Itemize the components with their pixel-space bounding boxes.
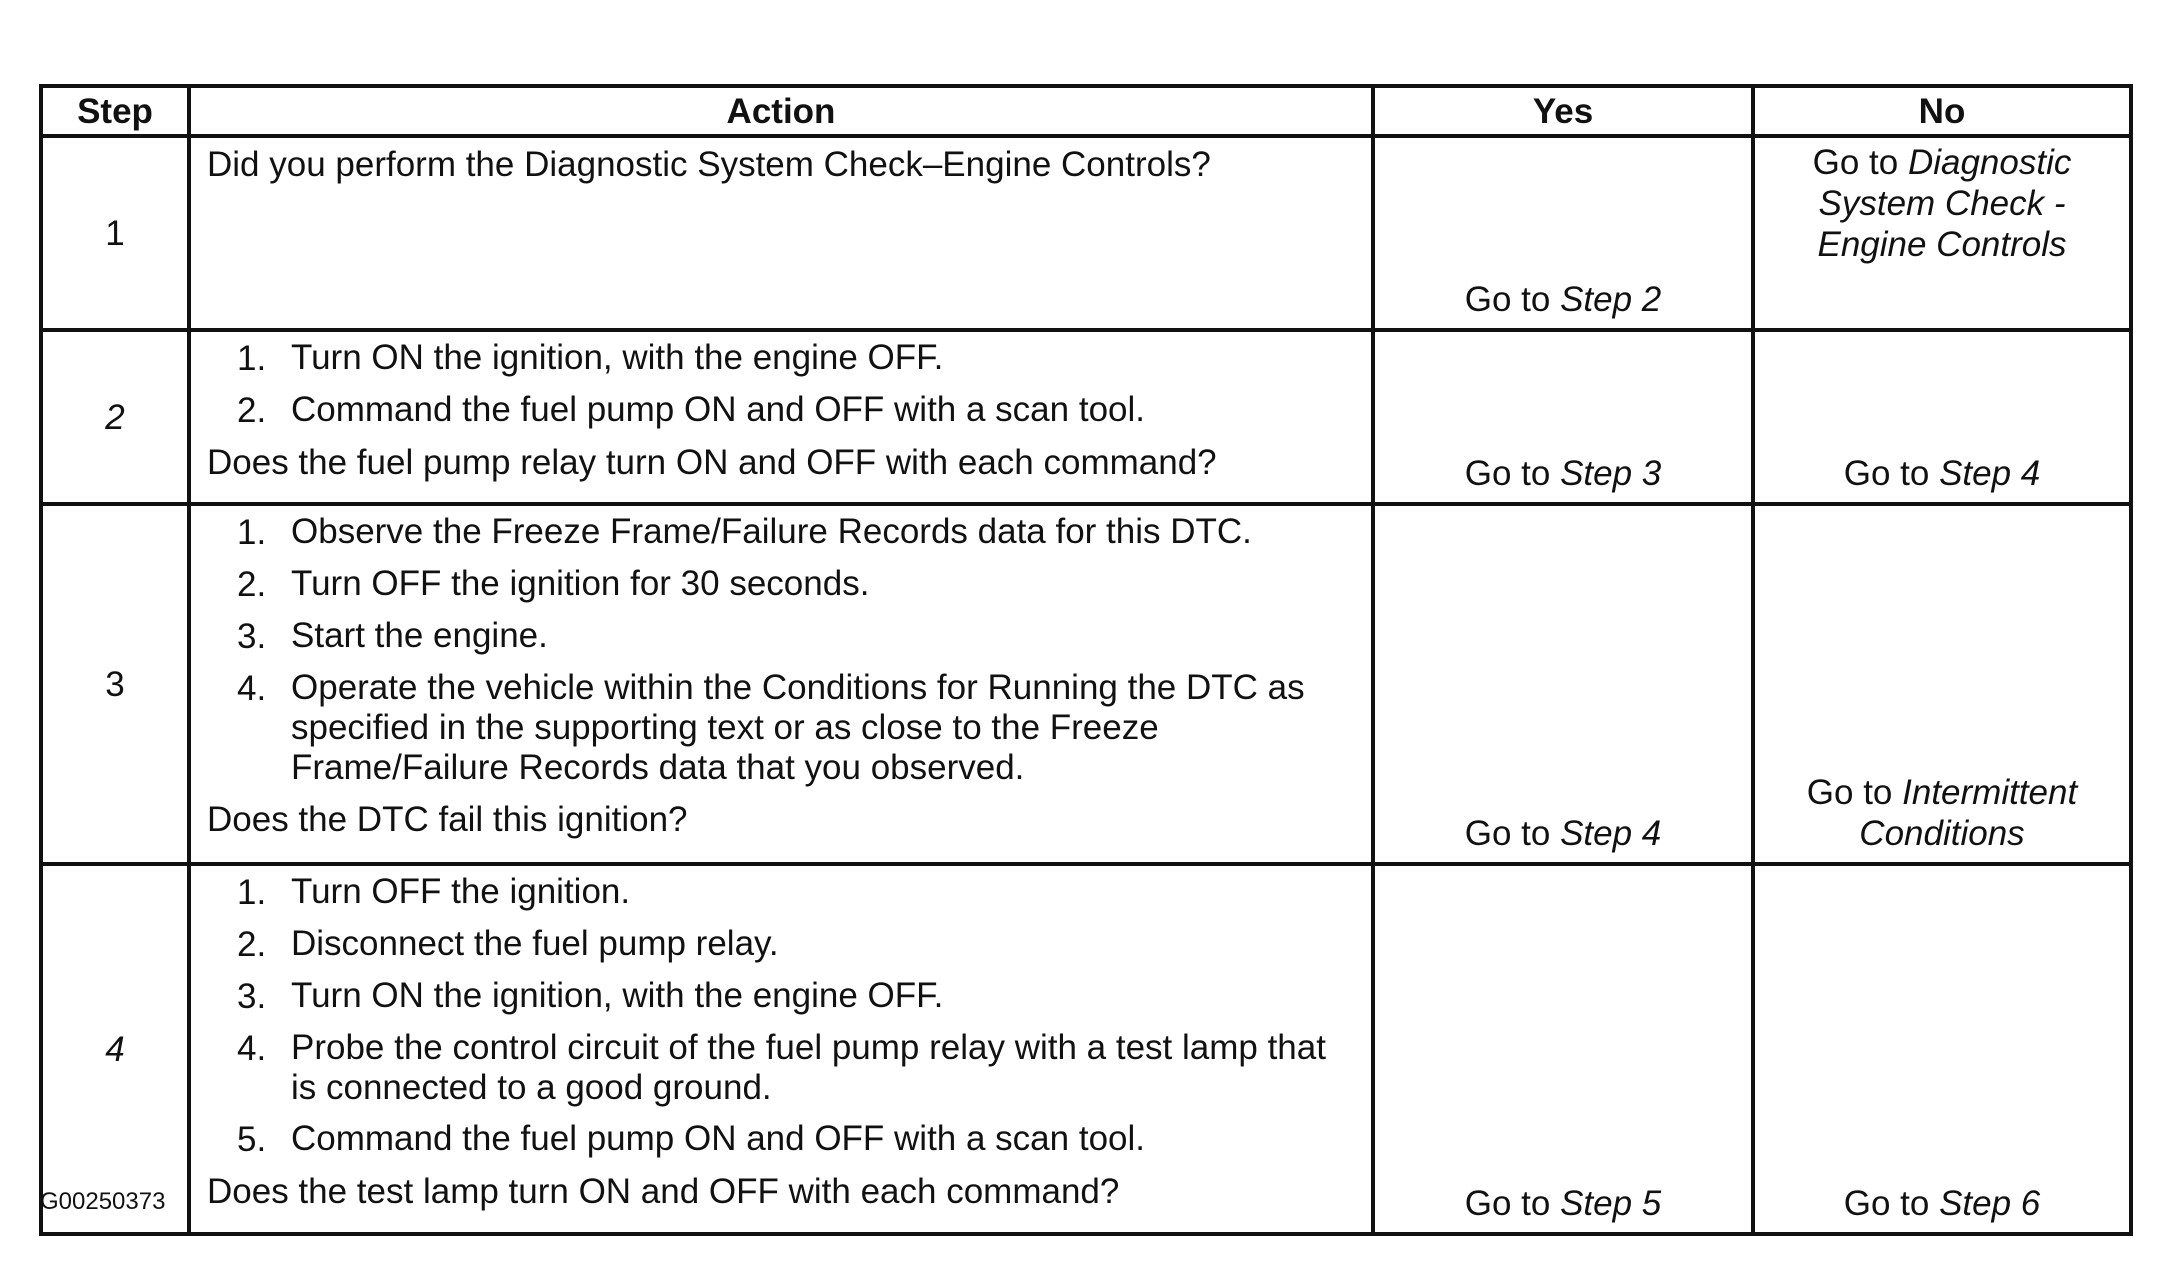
no-prefix: Go to: [1806, 773, 1893, 812]
item-text: Command the fuel pump ON and OFF with a scan tool.: [291, 390, 1145, 429]
item-text: Command the fuel pump ON and OFF with a scan tool.: [291, 1119, 1145, 1158]
yes-prefix: Go to: [1464, 1184, 1551, 1223]
item-number: 1.: [237, 513, 267, 552]
header-step: Step: [41, 86, 189, 136]
table-row: [41, 504, 2131, 864]
item-text: Turn ON the ignition, with the engine OFF.: [291, 976, 944, 1015]
header-yes: Yes: [1373, 86, 1753, 136]
action-question: Does the test lamp turn ON and OFF with each command?: [207, 1172, 1120, 1211]
list-item: [237, 616, 1355, 657]
action-question: Does the DTC fail this ignition?: [207, 800, 688, 839]
no-ref-link-part1[interactable]: Diagnostic: [1907, 143, 2072, 182]
yes-step-link[interactable]: Step 3: [1560, 454, 1662, 493]
step-number: 3: [41, 504, 189, 864]
no-ref-link-part1[interactable]: Intermittent: [1902, 773, 2078, 812]
step-number: 4: [41, 864, 189, 1234]
item-text: Turn ON the ignition, with the engine OFF.: [291, 338, 944, 377]
action-cell: [189, 504, 1373, 864]
item-text: Turn OFF the ignition.: [291, 872, 631, 911]
action-list: [207, 338, 1355, 431]
no-cell: [1753, 864, 2131, 1234]
no-prefix: Go to: [1843, 454, 1930, 493]
action-cell: [189, 864, 1373, 1234]
yes-step-link[interactable]: Step 2: [1560, 280, 1662, 319]
table-row: [41, 330, 2131, 504]
no-ref-link-part2[interactable]: System Check -: [1818, 184, 2066, 223]
figure-id: G00250373: [40, 1188, 166, 1215]
list-item: [237, 390, 1355, 431]
item-text: Start the engine.: [291, 616, 548, 655]
list-item: [237, 1028, 1355, 1108]
yes-cell: [1373, 136, 1753, 330]
item-number: 2.: [237, 925, 267, 964]
yes-cell: [1373, 330, 1753, 504]
table-row: [41, 136, 2131, 330]
item-number: 2.: [237, 565, 267, 604]
item-text: Disconnect the fuel pump relay.: [291, 924, 779, 963]
item-number: 1.: [237, 339, 267, 378]
yes-prefix: Go to: [1464, 280, 1551, 319]
step-number: 2: [41, 330, 189, 504]
action-cell: [189, 330, 1373, 504]
no-step-link[interactable]: Step 6: [1939, 1184, 2041, 1223]
yes-cell: [1373, 864, 1753, 1234]
item-number: 3.: [237, 617, 267, 656]
item-number: 5.: [237, 1120, 267, 1159]
list-item: [237, 924, 1355, 965]
table-row: [41, 864, 2131, 1234]
no-ref-link-part2[interactable]: Conditions: [1859, 814, 2025, 853]
no-cell: [1753, 136, 2131, 330]
list-item: [237, 1119, 1355, 1160]
step-number: 1: [41, 136, 189, 330]
list-item: [237, 668, 1355, 788]
item-number: 2.: [237, 391, 267, 430]
yes-step-link[interactable]: Step 4: [1560, 814, 1662, 853]
item-text: Observe the Freeze Frame/Failure Records data for this DTC.: [291, 512, 1252, 551]
yes-prefix: Go to: [1464, 814, 1551, 853]
action-cell: [189, 136, 1373, 330]
yes-cell: [1373, 504, 1753, 864]
item-text: Turn OFF the ignition for 30 seconds.: [291, 564, 870, 603]
no-prefix: Go to: [1843, 1184, 1930, 1223]
no-step-link[interactable]: Step 4: [1939, 454, 2041, 493]
item-number: 4.: [237, 1029, 267, 1068]
list-item: [237, 976, 1355, 1017]
action-list: [207, 872, 1355, 1160]
no-prefix: Go to: [1812, 143, 1899, 182]
no-cell: [1753, 330, 2131, 504]
diagnostic-table: [39, 84, 2133, 1236]
item-text: Operate the vehicle within the Conditions for Running the DTC as specified in the supporting text or as close to the Freeze Frame/Failure Records data that you observed.: [291, 668, 1305, 787]
no-ref-link-part3[interactable]: Engine Controls: [1817, 225, 2067, 264]
header-row: [41, 86, 2131, 136]
item-number: 1.: [237, 873, 267, 912]
list-item: [237, 512, 1355, 553]
item-number: 4.: [237, 669, 267, 708]
yes-prefix: Go to: [1464, 454, 1551, 493]
item-number: 3.: [237, 977, 267, 1016]
action-question: Did you perform the Diagnostic System Check–Engine Controls?: [207, 145, 1211, 184]
no-cell: [1753, 504, 2131, 864]
header-action: Action: [189, 86, 1373, 136]
list-item: [237, 338, 1355, 379]
action-list: [207, 512, 1355, 788]
list-item: [237, 872, 1355, 913]
header-no: No: [1753, 86, 2131, 136]
list-item: [237, 564, 1355, 605]
item-text: Probe the control circuit of the fuel pump relay with a test lamp that is connected to a good ground.: [291, 1028, 1326, 1107]
yes-step-link[interactable]: Step 5: [1560, 1184, 1662, 1223]
action-question: Does the fuel pump relay turn ON and OFF with each command?: [207, 443, 1217, 482]
